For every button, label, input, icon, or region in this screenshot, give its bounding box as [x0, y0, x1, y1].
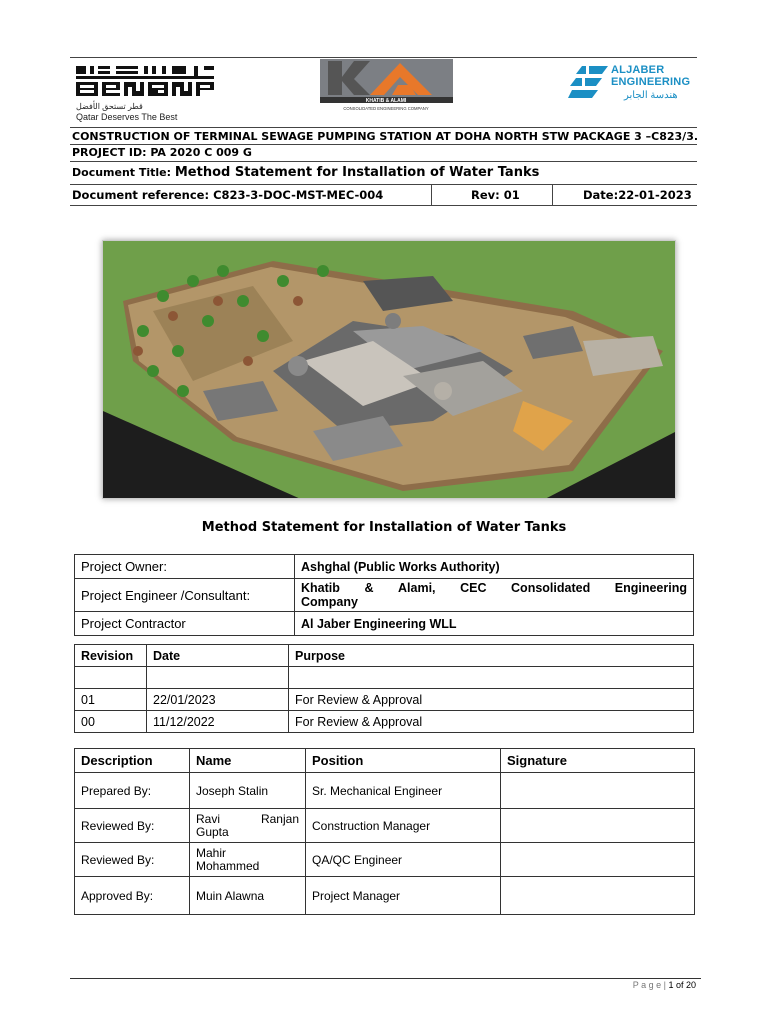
- project-owner-value: Ashghal (Public Works Authority): [295, 555, 694, 579]
- ashghal-tagline-arabic: قطر تستحق الأفضل: [76, 102, 143, 111]
- name-cell: [190, 843, 306, 877]
- top-rule: [70, 57, 697, 58]
- ashghal-tagline: [76, 102, 216, 122]
- table-cell: [75, 667, 147, 689]
- ref-divider-1: [431, 185, 432, 205]
- signature-cell: [501, 809, 695, 843]
- aljaber-logo: [568, 64, 698, 106]
- date-cell: 11/12/2022: [147, 711, 289, 733]
- khatib-alami-logo: [320, 59, 453, 117]
- name-word: Mohammed: [196, 858, 260, 873]
- signoff-table: [74, 748, 695, 915]
- name-word: Mahir: [196, 845, 227, 860]
- purpose-cell: For Review & Approval: [289, 689, 694, 711]
- engineer-word: Khatib: [301, 581, 340, 595]
- ref-divider-2: [552, 185, 553, 205]
- table-row: [75, 689, 694, 711]
- ashghal-logo: [76, 66, 216, 122]
- page-footer: P a g e | 1 of 20: [632, 980, 696, 990]
- column-header-position: Position: [306, 749, 501, 773]
- table-row: [75, 711, 694, 733]
- name-cell: Muin Alawna: [190, 877, 306, 915]
- column-header-date: Date: [147, 645, 289, 667]
- project-engineer-label: Project Engineer /Consultant:: [75, 579, 295, 612]
- document-title-label: Document Title:: [72, 166, 175, 179]
- column-header-name: Name: [190, 749, 306, 773]
- aljaber-emblem: [568, 64, 610, 104]
- signature-cell: [501, 773, 695, 809]
- ashghal-tagline-english: Qatar Deserves The Best: [76, 112, 178, 122]
- column-header-purpose: Purpose: [289, 645, 694, 667]
- ka-subtitle: CONSOLIDATED ENGINEERING COMPANY: [343, 106, 429, 111]
- signature-cell: [501, 843, 695, 877]
- column-header-signature: Signature: [501, 749, 695, 773]
- document-heading: Method Statement for Installation of Water Tanks: [201, 520, 567, 535]
- name-cell: [190, 809, 306, 843]
- aljaber-arabic: هندسة الجابر: [624, 90, 678, 101]
- purpose-cell: For Review & Approval: [289, 711, 694, 733]
- footer-rule: [70, 978, 701, 979]
- table-row: [75, 773, 695, 809]
- table-row: [75, 667, 694, 689]
- table-cell: [147, 667, 289, 689]
- description-cell: Approved By:: [75, 877, 190, 915]
- engineer-word: Alami,: [398, 581, 436, 595]
- table-header-row: [75, 645, 694, 667]
- header-rule-1: [70, 127, 697, 128]
- project-owner-label: Project Owner:: [75, 555, 295, 579]
- document-title: [72, 165, 539, 180]
- signature-cell: [501, 877, 695, 915]
- description-cell: Reviewed By:: [75, 843, 190, 877]
- position-cell: Project Manager: [306, 877, 501, 915]
- name-word: Ravi: [196, 811, 221, 826]
- project-line: CONSTRUCTION OF TERMINAL SEWAGE PUMPING STATION AT DOHA NORTH STW PACKAGE 3 –C823/3.: [72, 130, 699, 143]
- revision-number: Rev: 01: [471, 188, 520, 202]
- table-row: [75, 877, 695, 915]
- engineer-word: &: [364, 581, 374, 595]
- table-row: [75, 555, 694, 579]
- revision-cell: 01: [75, 689, 147, 711]
- name-cell: Joseph Stalin: [190, 773, 306, 809]
- aljaber-wordmark: [611, 64, 690, 88]
- project-engineer-value: [295, 579, 694, 612]
- position-cell: Sr. Mechanical Engineer: [306, 773, 501, 809]
- page-word: P a g e: [632, 980, 662, 990]
- name-word: Gupta: [196, 824, 229, 839]
- document-title-value: Method Statement for Installation of Water Tanks: [174, 165, 540, 180]
- project-parties-table: [74, 554, 694, 636]
- khatib-alami-emblem: [320, 59, 453, 117]
- table-row: [75, 612, 694, 636]
- table-row: [75, 843, 695, 877]
- engineer-word: Consolidated: [511, 581, 591, 595]
- site-render-illustration: [103, 241, 676, 499]
- name-word: Ranjan: [260, 811, 299, 826]
- site-aerial-render: [102, 240, 676, 499]
- ashghal-emblem: [76, 66, 214, 100]
- description-cell: Reviewed By:: [75, 809, 190, 843]
- engineer-word: CEC: [460, 581, 487, 595]
- document-reference: Document reference: C823-3-DOC-MST-MEC-004: [72, 188, 384, 202]
- engineer-word: Engineering: [614, 581, 687, 595]
- document-date: Date:22-01-2023: [583, 188, 692, 202]
- table-cell: [289, 667, 694, 689]
- ka-wordmark: KHATIB & ALAMI: [365, 98, 407, 104]
- revision-cell: 00: [75, 711, 147, 733]
- column-header-description: Description: [75, 749, 190, 773]
- position-cell: QA/QC Engineer: [306, 843, 501, 877]
- page-number: 1 of 20: [668, 980, 696, 990]
- date-cell: 22/01/2023: [147, 689, 289, 711]
- project-contractor-label: Project Contractor: [75, 612, 295, 636]
- revision-table: [74, 644, 694, 733]
- aljaber-line-1: ALJABER: [611, 64, 665, 76]
- table-row: [75, 809, 695, 843]
- table-header-row: [75, 749, 695, 773]
- aljaber-line-2: ENGINEERING: [611, 76, 691, 88]
- header-rule-2: [70, 144, 697, 145]
- project-contractor-value: Al Jaber Engineering WLL: [295, 612, 694, 636]
- column-header-revision: Revision: [75, 645, 147, 667]
- header-rule-3: [70, 161, 697, 162]
- description-cell: Prepared By:: [75, 773, 190, 809]
- reference-row: [70, 184, 697, 206]
- project-id: PROJECT ID: PA 2020 C 009 G: [72, 146, 252, 159]
- position-cell: Construction Manager: [306, 809, 501, 843]
- table-row: [75, 579, 694, 612]
- engineer-word: Company: [301, 595, 358, 609]
